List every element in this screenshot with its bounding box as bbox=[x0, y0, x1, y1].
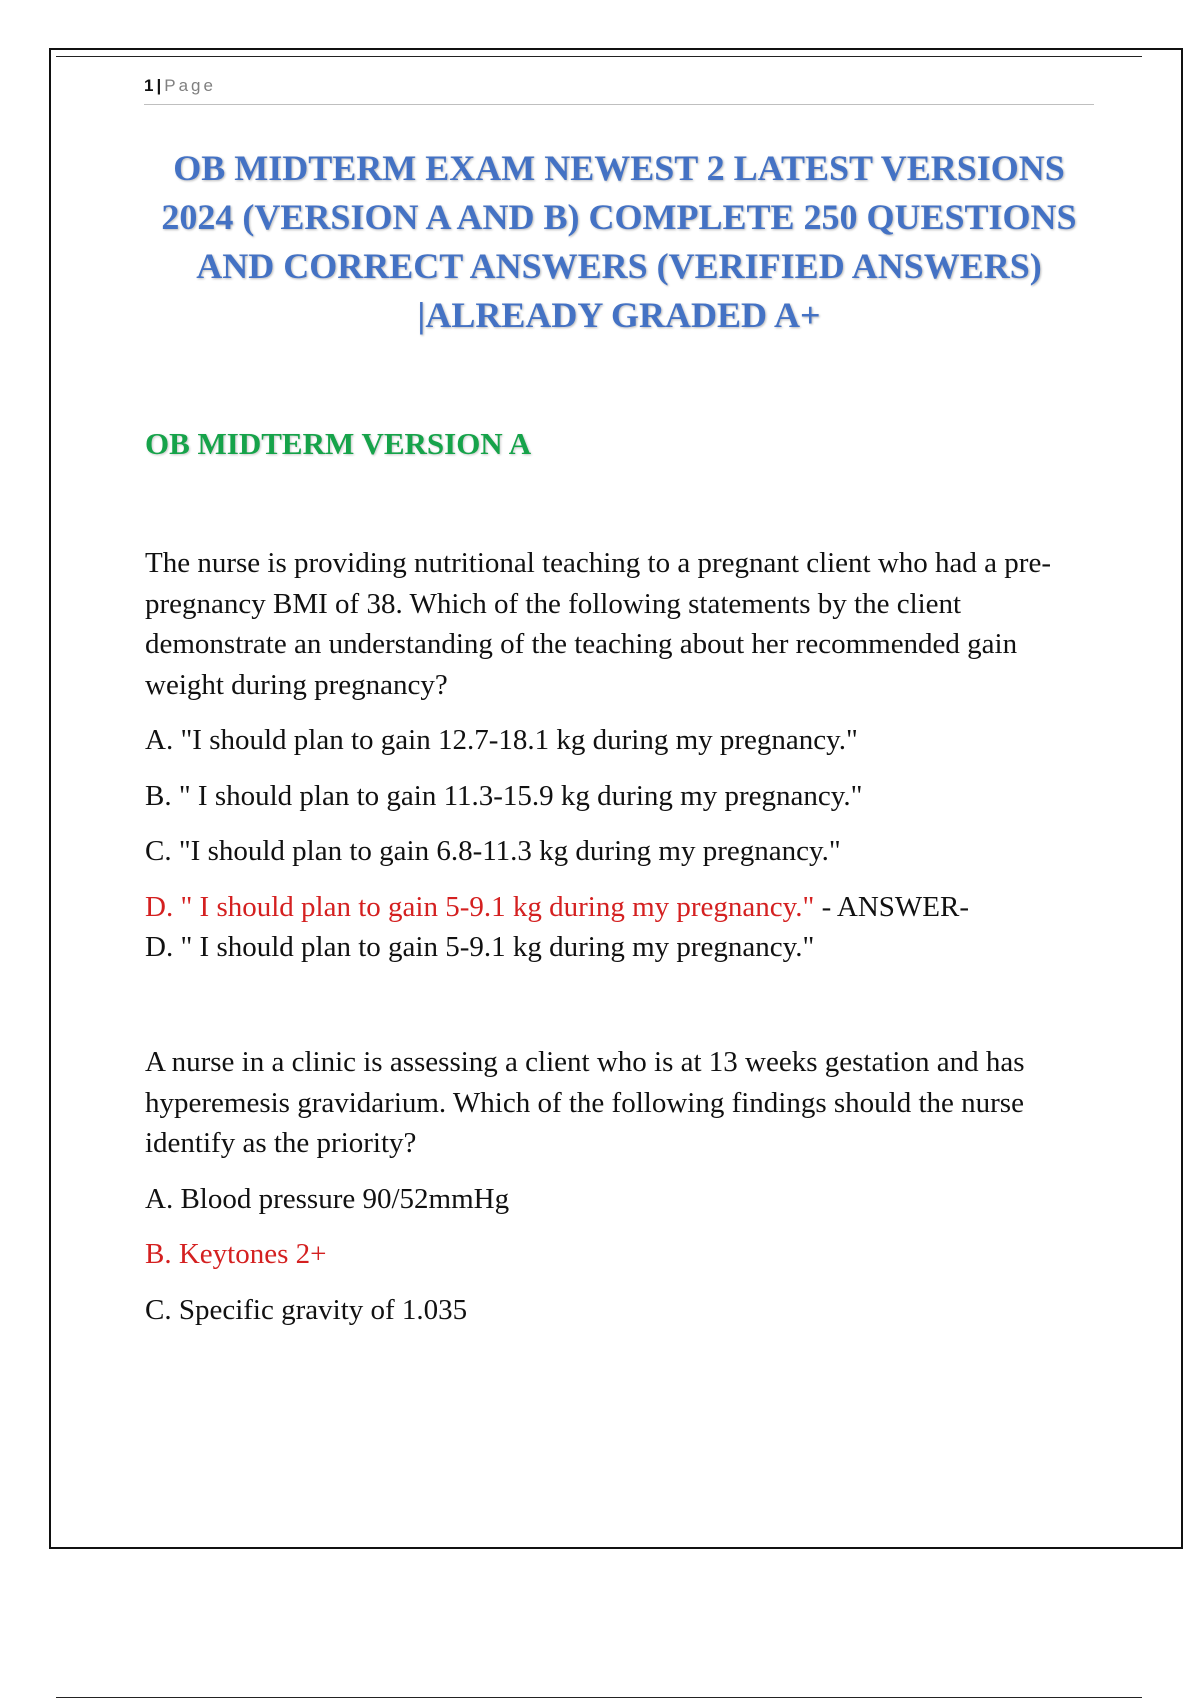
page-label: Page bbox=[164, 76, 216, 95]
question-block bbox=[145, 1042, 1095, 1345]
bottom-rule bbox=[56, 1697, 1142, 1698]
answer-option-c: C. Specific gravity of 1.035 bbox=[145, 1293, 468, 1326]
page-number: 1 bbox=[144, 76, 154, 95]
answer-option-b: B. " I should plan to gain 11.3-15.9 kg during my pregnancy." bbox=[145, 779, 863, 812]
answer-marker: - ANSWER- bbox=[814, 890, 970, 923]
answer-option-a: A. "I should plan to gain 12.7-18.1 kg during my pregnancy." bbox=[145, 724, 858, 756]
document-title: OB MIDTERM EXAM NEWEST 2 LATEST VERSIONS 2024 (VERSION A AND B) COMPLETE 250 QUESTIONS AND CORRECT ANSWERS (VERIFIED ANSWERS) |ALREADY GRADED A+ bbox=[161, 148, 1077, 335]
answer-option-c: C. "I should plan to gain 6.8-11.3 kg during my pregnancy." bbox=[145, 835, 841, 867]
correct-option-d: D. " I should plan to gain 5-9.1 kg during my pregnancy." bbox=[145, 890, 815, 923]
answer-text: D. " I should plan to gain 5-9.1 kg during my pregnancy." bbox=[145, 931, 815, 963]
page-separator: | bbox=[156, 76, 162, 95]
correct-answer-line bbox=[145, 887, 1095, 968]
question-block bbox=[145, 543, 1095, 968]
question-text: The nurse is providing nutritional teaching to a pregnant client who had a pre-pregnancy BMI of 38. Which of the following statements by the client demonstrate an understanding of the teaching about her recommended gain weight during pregnancy? bbox=[145, 547, 1051, 701]
section-heading: OB MIDTERM VERSION A bbox=[145, 426, 532, 461]
answer-option-a: A. Blood pressure 90/52mmHg bbox=[145, 1182, 510, 1215]
answer-option-b-correct: B. Keytones 2+ bbox=[145, 1238, 327, 1270]
top-rule bbox=[56, 56, 1142, 57]
page-header bbox=[144, 74, 1094, 105]
question-text: A nurse in a clinic is assessing a client who is at 13 weeks gestation and has hyperemesis gravidarium. Which of the following findings should the nurse identify as the priority? bbox=[145, 1046, 1025, 1159]
